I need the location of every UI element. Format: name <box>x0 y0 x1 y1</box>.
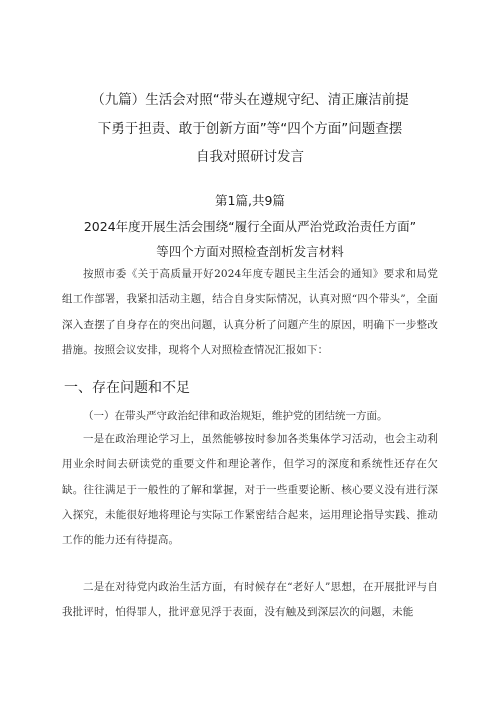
paragraph-1: 一是在政治理论学习上，虽然能够按时参加各类集体学习活动，也会主动利用业余时间去研读党的重要文件和理论著作，但学习的深度和系统性还存在欠缺。往往满足于一般性的了解和掌握，对于一些重要论断、核心要义没有进行深入探究，未能很好地将理论与实际工作紧密结合起来，运用理论指导实践、推动工作的能力还有待提高。 <box>62 433 438 547</box>
title-line-3: 自我对照研讨发言 <box>196 149 304 165</box>
subtitle-line-2: 等四个方面对照检查剖析发言材料 <box>156 244 344 259</box>
subsection-1: （一）在带头严守政治纪律和政治规矩，维护党的团结统一方面。 <box>83 410 388 422</box>
part-label: 第1篇,共9篇 <box>215 193 285 208</box>
intro-paragraph: 按照市委《关于高质量开好2024年度专题民主生活会的通知》要求和局党组工作部署，我紧扣活动主题，结合自身实际情况，认真对照“四个带头”，全面深入查摆了自身存在的突出问题，认真分析了问题产生的原因，明确下一步整改措施。按照会议安排，现将个人对照检查情况汇报如下： <box>62 268 438 356</box>
section-heading-1: 一、存在问题和不足 <box>64 380 190 396</box>
paragraph-2: 二是在对待党内政治生活方面，有时候存在“老好人”思想，在开展批评与自我批评时，怕得罪人，批评意见浮于表面，没有触及到深层次的问题，未能 <box>62 581 438 619</box>
title-line-1: （九篇）生活会对照“带头在遵规守纪、清正廉洁前提 <box>91 92 409 108</box>
subtitle-line-1: 2024年度开展生活会围绕“履行全面从严治党政治责任方面” <box>83 219 417 234</box>
title-line-2: 下勇于担责、敢于创新方面”等“四个方面”问题查摆 <box>97 121 403 137</box>
